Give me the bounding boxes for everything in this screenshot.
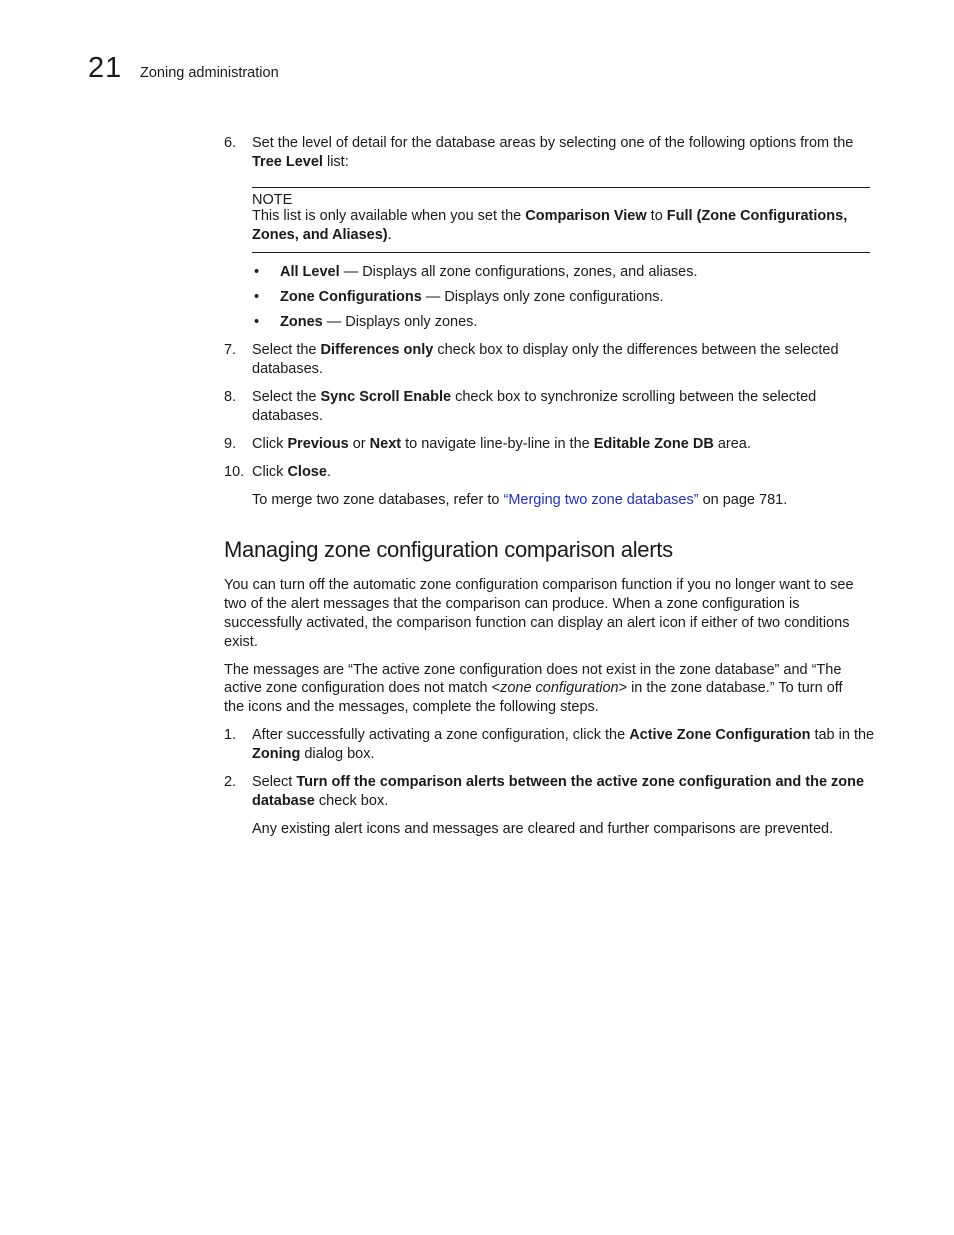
section-step-1-text-line2: Zoning dialog box. <box>252 746 375 762</box>
step-7-text-line2: databases. <box>252 361 323 377</box>
section-step-2-text-line2: database check box. <box>252 793 389 809</box>
bullet-icon: • <box>254 264 260 280</box>
chapter-title: Zoning administration <box>140 65 279 81</box>
step-8-number: 8. <box>224 389 237 405</box>
paragraph-line: active zone configuration does not match <zone configuration> in the zone database.” To turn off <box>224 680 843 696</box>
merging-zone-databases-link[interactable]: “Merging two zone databases” <box>503 492 699 508</box>
paragraph-line: successfully activated, the comparison function can display an alert icon if either of two conditions <box>224 615 850 631</box>
step-7-text: Select the Differences only check box to display only the differences between the selected <box>252 342 839 358</box>
note-text-line2: Zones, and Aliases). <box>252 227 392 243</box>
merge-reference: To merge two zone databases, refer to “Merging two zone databases” on page 781. <box>252 492 788 508</box>
list-item: Zones — Displays only zones. <box>280 314 478 330</box>
note-bottom-rule <box>252 252 870 253</box>
list-item: All Level — Displays all zone configurations, zones, and aliases. <box>280 264 698 280</box>
step-7-number: 7. <box>224 342 237 358</box>
step-9-number: 9. <box>224 436 237 452</box>
paragraph-line: exist. <box>224 634 258 650</box>
step-6-text: Set the level of detail for the database areas by selecting one of the following options from the <box>252 135 854 151</box>
note-label: NOTE <box>252 192 293 208</box>
paragraph-line: You can turn off the automatic zone configuration comparison function if you no longer want to see <box>224 577 854 593</box>
note-top-rule <box>252 187 870 188</box>
paragraph-line: The messages are “The active zone configuration does not exist in the zone database” and “The <box>224 662 842 678</box>
list-item: Zone Configurations — Displays only zone configurations. <box>280 289 664 305</box>
section-heading: Managing zone configuration comparison alerts <box>224 537 673 562</box>
bullet-icon: • <box>254 314 260 330</box>
section-step-1-number: 1. <box>224 727 237 743</box>
result-text: Any existing alert icons and messages are cleared and further comparisons are prevented. <box>252 821 834 837</box>
chapter-number: 21 <box>88 52 123 84</box>
section-step-1-text: After successfully activating a zone configuration, click the Active Zone Configuration tab in the <box>252 727 875 743</box>
step-10-number: 10. <box>224 464 245 480</box>
step-6-number: 6. <box>224 135 237 151</box>
tree-level-label: Tree Level <box>252 154 323 170</box>
paragraph-line: two of the alert messages that the comparison can produce. When a zone configuration is <box>224 596 800 612</box>
bullet-icon: • <box>254 289 260 305</box>
paragraph-line: the icons and the messages, complete the following steps. <box>224 699 599 715</box>
note-text-line1: This list is only available when you set the Comparison View to Full (Zone Configurations, <box>252 208 848 224</box>
section-step-2-text: Select Turn off the comparison alerts between the active zone configuration and the zone <box>252 774 865 790</box>
step-9-text: Click Previous or Next to navigate line-by-line in the Editable Zone DB area. <box>252 436 751 452</box>
step-6-text-line2: Tree Level list: <box>252 154 349 170</box>
step-8-text: Select the Sync Scroll Enable check box to synchronize scrolling between the selected <box>252 389 817 405</box>
step-10-text: Click Close. <box>252 464 331 480</box>
step-8-text-line2: databases. <box>252 408 323 424</box>
section-step-2-number: 2. <box>224 774 237 790</box>
